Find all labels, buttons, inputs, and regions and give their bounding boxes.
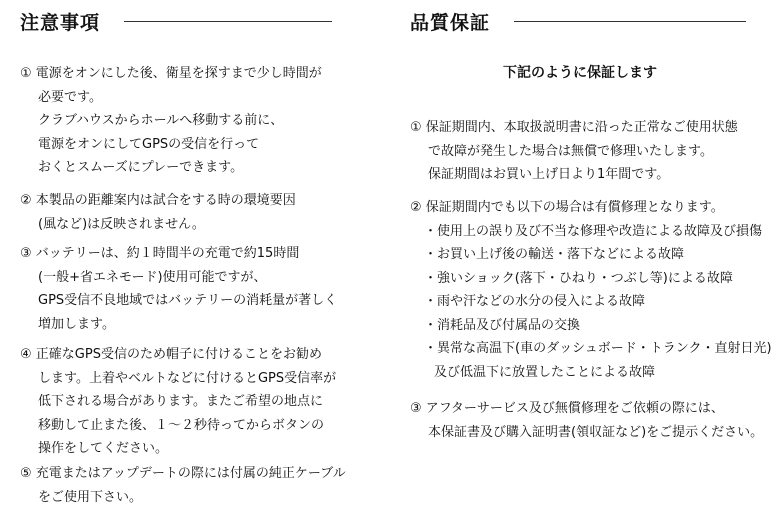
warranty-subtitle: 下記のように保証します <box>503 65 657 81</box>
warranty-heading: 品質保証 <box>410 12 491 34</box>
note-item-1 <box>20 62 322 180</box>
note-line: (風など)は反映されません。 <box>38 216 205 232</box>
note-line: 電源をオンにしてGPSの受信を行って <box>38 136 260 152</box>
heading-divider <box>514 21 746 22</box>
note-line: ③ バッテリーは、約１時間半の充電で約15時間 <box>20 246 300 261</box>
warranty-line: ① 保証期間内、本取扱説明書に沿った正常なご使用状態 <box>410 120 738 135</box>
warranty-item-1 <box>410 116 738 187</box>
warranty-line: ② 保証期間内でも以下の場合は有償修理となります。 <box>410 200 724 215</box>
warranty-bullet-continuation: 及び低温下に放置したことによる故障 <box>434 364 656 380</box>
note-item-4 <box>20 343 336 461</box>
warranty-heading-row <box>410 8 746 35</box>
warranty-item-3 <box>410 397 763 444</box>
note-line: ② 本製品の距離案内は試合をする時の環境要因 <box>20 193 296 208</box>
note-line: クラブハウスからホールへ移動する前に、 <box>38 113 284 128</box>
note-line: おくとスムーズにプレーできます。 <box>38 160 244 175</box>
note-line: (一般+省エネモード)使用可能ですが、 <box>38 269 267 285</box>
warranty-bullet: ・異常な高温下(車のダッシュボード・トランク・直射日光) <box>424 341 772 356</box>
warranty-line: 本保証書及び購入証明書(領収証など)をご提示ください。 <box>428 424 764 440</box>
note-line: GPS受信不良地域ではバッテリーの消耗量が著しく <box>38 293 338 308</box>
notes-heading-row <box>20 8 332 35</box>
warranty-bullet: ・雨や汗などの水分の侵入による故障 <box>424 294 646 309</box>
warranty-line: で故障が発生した場合は無償で修理いたします。 <box>428 143 713 159</box>
note-item-5 <box>20 462 346 509</box>
heading-divider <box>124 21 332 22</box>
warranty-line: 保証期間はお買い上げ日より1年間です。 <box>428 167 670 182</box>
note-line: 移動して止また後、１～２秒待ってからボタンの <box>38 417 325 433</box>
note-line: 増加します。 <box>38 316 115 332</box>
warranty-bullet: ・使用上の誤り及び不当な修理や改造による故障及び損傷 <box>424 223 763 239</box>
note-line: 操作をしてください。 <box>38 441 169 456</box>
note-item-3 <box>20 242 337 336</box>
notes-heading: 注意事項 <box>20 12 101 34</box>
warranty-bullet: ・お買い上げ後の輸送・落下などによる故障 <box>424 247 685 262</box>
note-item-2 <box>20 189 296 236</box>
note-line: をご使用下さい。 <box>38 489 143 505</box>
note-line: 低下される場合があります。またご希望の地点に <box>38 394 323 409</box>
note-line: ⑤ 充電またはアップデートの際には付属の純正ケーブル <box>20 466 346 481</box>
note-line: ④ 正確なGPS受信のため帽子に付けることをお勧め <box>20 347 322 362</box>
warranty-bullet: ・消耗品及び付属品の交換 <box>424 317 581 333</box>
warranty-line: ③ アフターサービス及び無償修理をご依頼の際には、 <box>410 401 724 416</box>
note-line: ① 電源をオンにした後、衛星を探すまで少し時間が <box>20 66 322 81</box>
note-line: 必要です。 <box>38 89 102 105</box>
warranty-item-2 <box>410 196 772 384</box>
note-line: します。上着やベルトなどに付けるとGPS受信率が <box>38 370 337 386</box>
warranty-bullet: ・強いショック(落下・ひねり・つぶし等)による故障 <box>424 270 733 286</box>
